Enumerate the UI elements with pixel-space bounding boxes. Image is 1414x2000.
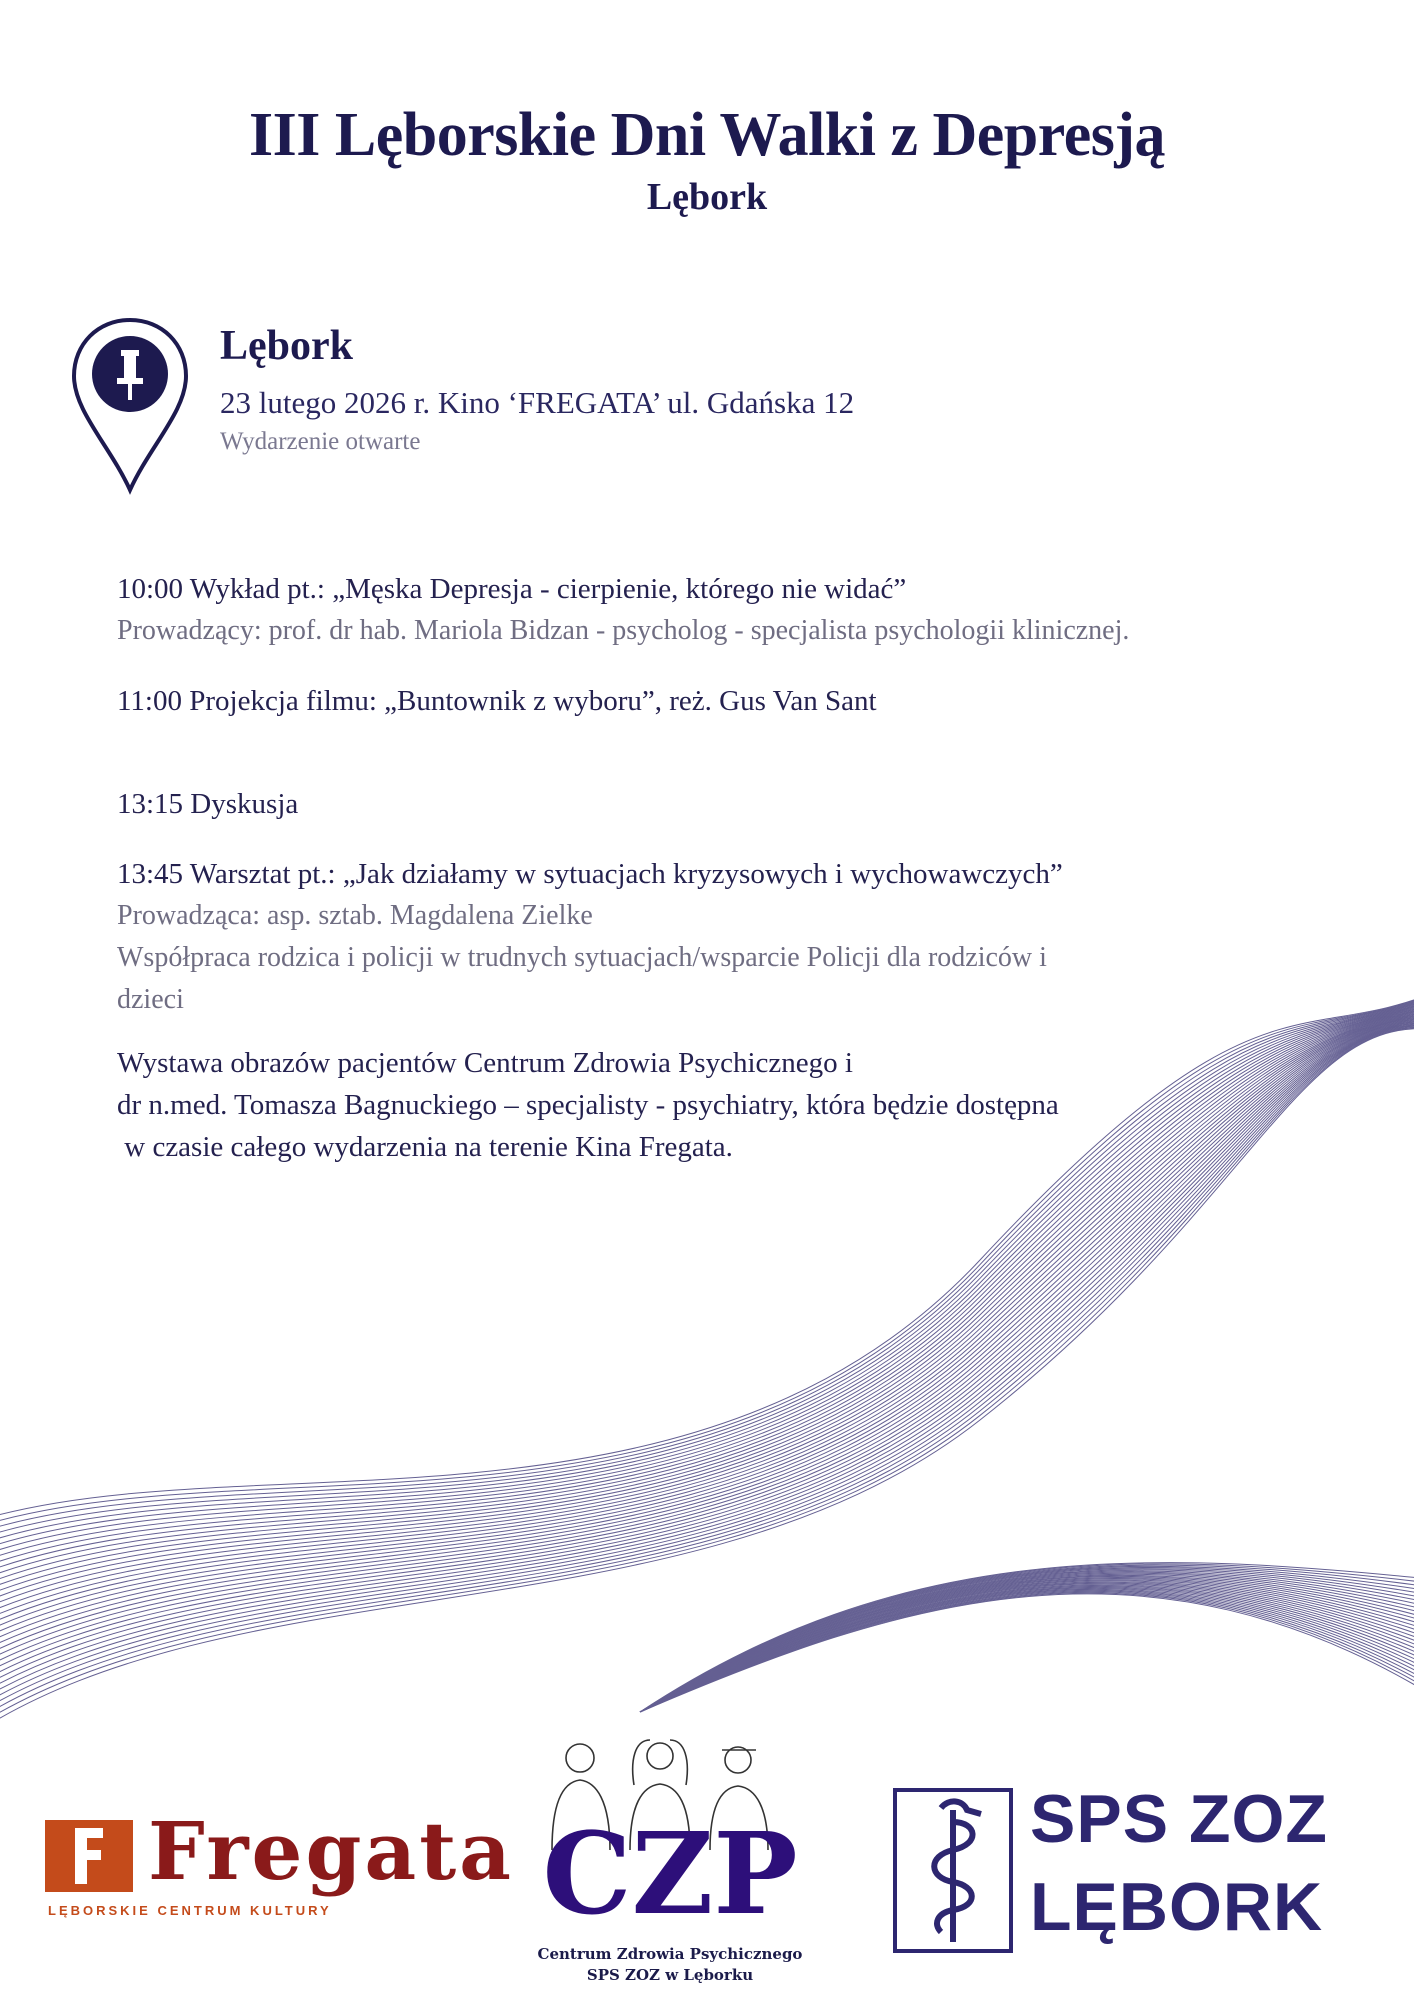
location-date-place: 23 lutego 2026 r. Kino ‘FREGATA’ ul. Gdańska 12 xyxy=(220,385,855,420)
sps-logo-line: LĘBORK xyxy=(1030,1869,1324,1945)
program-item-description: dzieci xyxy=(117,984,184,1015)
program-item xyxy=(117,680,1357,722)
exhibition-line: Wystawa obrazów pacjentów Centrum Zdrowia Psychicznego i xyxy=(117,1047,853,1079)
czp-logo-line: SPS ZOZ w Lęborku xyxy=(586,1966,754,1984)
program-item-host: Prowadzący: prof. dr hab. Mariola Bidzan - psycholog - specjalista psychologii klinicznej. xyxy=(117,615,1130,646)
program-item-title: 13:45 Warsztat pt.: „Jak działamy w sytuacjach kryzysowych i wychowawczych” xyxy=(117,858,1063,890)
sps-logo-line: SPS ZOZ xyxy=(1030,1781,1328,1857)
fregata-logo-mark xyxy=(45,1820,133,1892)
wave-line xyxy=(640,1579,1414,1712)
program-item-title: 11:00 Projekcja filmu: „Buntownik z wyboru”, reż. Gus Van Sant xyxy=(117,685,877,717)
map-pin-icon xyxy=(70,316,190,496)
exhibition-line: w czasie całego wydarzenia na terenie Kina Fregata. xyxy=(117,1131,733,1163)
page-title: III Lęborskie Dni Walki z Depresją xyxy=(249,101,1165,169)
program-item xyxy=(117,783,1357,825)
fregata-logo-name: Fregata xyxy=(148,1804,514,1898)
location-note: Wydarzenie otwarte xyxy=(220,428,421,455)
program-item xyxy=(117,568,1357,652)
czp-logo-line: Centrum Zdrowia Psychicznego xyxy=(537,1945,803,1963)
program-item-title: 13:15 Dyskusja xyxy=(117,788,299,820)
caduceus-icon xyxy=(893,1788,1013,1953)
wave-line xyxy=(640,1580,1414,1712)
fregata-logo-tagline: LĘBORSKIE CENTRUM KULTURY xyxy=(48,1903,332,1918)
program-item-description: Współpraca rodzica i policji w trudnych sytuacjach/wsparcie Policji dla rodziców i xyxy=(117,942,1047,973)
page-subtitle: Lębork xyxy=(646,176,768,218)
program-item xyxy=(117,853,1357,1021)
exhibition-note xyxy=(117,1042,1357,1168)
program-item-title: 10:00 Wykład pt.: „Męska Depresja - cierpienie, którego nie widać” xyxy=(117,573,907,605)
location-name: Lębork xyxy=(220,323,354,369)
czp-logo-name: CZP xyxy=(542,1809,798,1940)
program-item-host: Prowadząca: asp. sztab. Magdalena Zielke xyxy=(117,900,593,931)
exhibition-line: dr n.med. Tomasza Bagnuckiego – specjalisty - psychiatry, która będzie dostępna xyxy=(117,1089,1059,1121)
sponsor-logos xyxy=(0,1710,1414,2000)
